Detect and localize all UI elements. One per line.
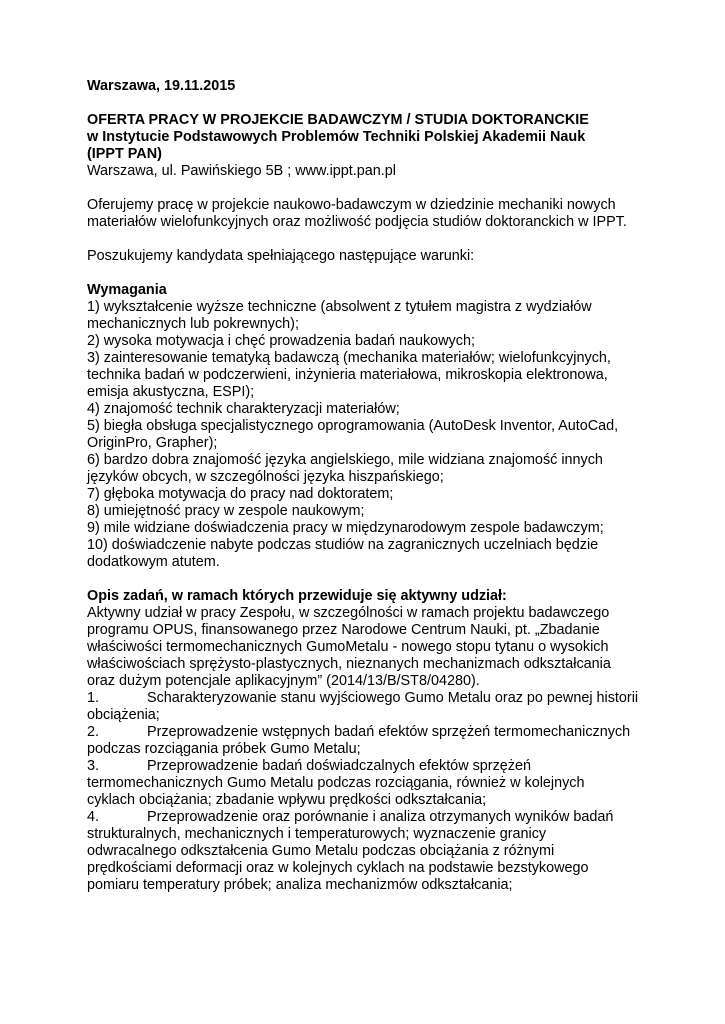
requirement-line: 4) znajomość technik charakteryzacji materiałów; <box>87 401 400 417</box>
title-line: w Instytucie Podstawowych Problemów Techniki Polskiej Akademii Nauk <box>87 129 586 145</box>
spacer <box>87 180 687 197</box>
requirements-heading: Wymagania <box>87 282 167 298</box>
task-text: Scharakteryzowanie stanu wyjściowego Gumo Metalu oraz po pewnej historii <box>147 690 639 706</box>
task-text: Przeprowadzenie badań doświadczalnych efektów sprzężeń <box>147 758 531 774</box>
requirement-line: 10) doświadczenie nabyte podczas studiów na zagranicznych uczelniach będzie <box>87 537 599 553</box>
tasks-intro-line: Aktywny udział w pracy Zespołu, w szczególności w ramach projektu badawczego <box>87 605 610 621</box>
intro-line: Oferujemy pracę w projekcie naukowo-badawczym w dziedzinie mechaniki nowych <box>87 197 616 213</box>
task-text: podczas rozciągania próbek Gumo Metalu; <box>87 741 361 757</box>
tasks-intro-line: właściwościach sprężysto-plastycznych, nieznanych mechanizmach odkształcania <box>87 656 611 672</box>
task-number: 2. <box>87 724 100 740</box>
task-text: prędkościami deformacji oraz w kolejnych cyklach na podstawie bezstykowego <box>87 860 589 876</box>
requirement-line: języków obcych, w szczególności języka hiszpańskiego; <box>87 469 444 485</box>
requirement-line: emisja akustyczna, ESPI); <box>87 384 255 400</box>
address-line: Warszawa, ul. Pawińskiego 5B ; www.ippt.pan.pl <box>87 163 397 179</box>
intro-paragraph <box>87 197 687 231</box>
requirement-line: 5) biegła obsługa specjalistycznego oprogramowania (AutoDesk Inventor, AutoCad, <box>87 418 619 434</box>
task-number: 4. <box>87 809 100 825</box>
title-line: OFERTA PRACY W PROJEKCIE BADAWCZYM / STUDIA DOKTORANCKIE <box>87 112 589 128</box>
task-text: pomiaru temperatury próbek; analiza mechanizmów odkształcania; <box>87 877 513 893</box>
intro-line: materiałów wielofunkcyjnych oraz możliwość podjęcia studiów doktoranckich w IPPT. <box>87 214 627 230</box>
task-number: 3. <box>87 758 100 774</box>
task-item <box>87 690 687 724</box>
requirement-line: technika badań w podczerwieni, inżynieria materiałowa, mikroskopia elektronowa, <box>87 367 608 383</box>
tasks-intro-line: właściwości termomechanicznych GumoMetalu - nowego stopu tytanu o wysokich <box>87 639 609 655</box>
task-text: Przeprowadzenie oraz porównanie i analiza otrzymanych wyników badań <box>147 809 614 825</box>
requirements-section <box>87 282 687 571</box>
requirement-line: mechanicznych lub pokrewnych); <box>87 316 299 332</box>
requirement-line: 9) mile widziane doświadczenia pracy w międzynarodowym zespole badawczym; <box>87 520 604 536</box>
document-page <box>87 78 687 894</box>
spacer <box>87 571 687 588</box>
task-text: Przeprowadzenie wstępnych badań efektów sprzężeń termomechanicznych <box>147 724 631 740</box>
tasks-intro-line: oraz dużym potencjale aplikacyjnym” (2014/13/B/ST8/04280). <box>87 673 480 689</box>
offer-title <box>87 112 687 163</box>
requirement-line: 2) wysoka motywacja i chęć prowadzenia badań naukowych; <box>87 333 475 349</box>
task-text: odwracalnego odkształcenia Gumo Metalu podczas obciążania z różnymi <box>87 843 555 859</box>
requirement-line: OriginPro, Grapher); <box>87 435 218 451</box>
tasks-heading: Opis zadań, w ramach których przewiduje się aktywny udział: <box>87 588 507 604</box>
requirement-line: 1) wykształcenie wyższe techniczne (absolwent z tytułem magistra z wydziałów <box>87 299 592 315</box>
requirement-line: 7) głęboka motywacja do pracy nad doktoratem; <box>87 486 394 502</box>
requirement-line: 8) umiejętność pracy w zespole naukowym; <box>87 503 365 519</box>
spacer <box>87 231 687 248</box>
task-text: termomechanicznych Gumo Metalu podczas rozciągania, również w kolejnych <box>87 775 585 791</box>
date-line: Warszawa, 19.11.2015 <box>87 78 236 94</box>
search-line: Poszukujemy kandydata spełniającego następujące warunki: <box>87 248 475 264</box>
tasks-section <box>87 588 687 894</box>
task-item <box>87 724 687 758</box>
task-text: cyklach obciążania; zbadanie wpływu prędkości odkształcania; <box>87 792 487 808</box>
task-number: 1. <box>87 690 100 706</box>
spacer <box>87 265 687 282</box>
requirement-line: dodatkowym atutem. <box>87 554 220 570</box>
title-line: (IPPT PAN) <box>87 146 162 162</box>
requirement-line: 6) bardzo dobra znajomość języka angielskiego, mile widziana znajomość innych <box>87 452 603 468</box>
task-text: strukturalnych, mechanicznych i temperaturowych; wyznaczenie granicy <box>87 826 547 842</box>
spacer <box>87 95 687 112</box>
task-item <box>87 758 687 809</box>
requirement-line: 3) zainteresowanie tematyką badawczą (mechanika materiałów; wielofunkcyjnych, <box>87 350 611 366</box>
task-text: obciążenia; <box>87 707 160 723</box>
task-item <box>87 809 687 894</box>
tasks-intro-line: programu OPUS, finansowanego przez Narodowe Centrum Nauki, pt. „Zbadanie <box>87 622 600 638</box>
